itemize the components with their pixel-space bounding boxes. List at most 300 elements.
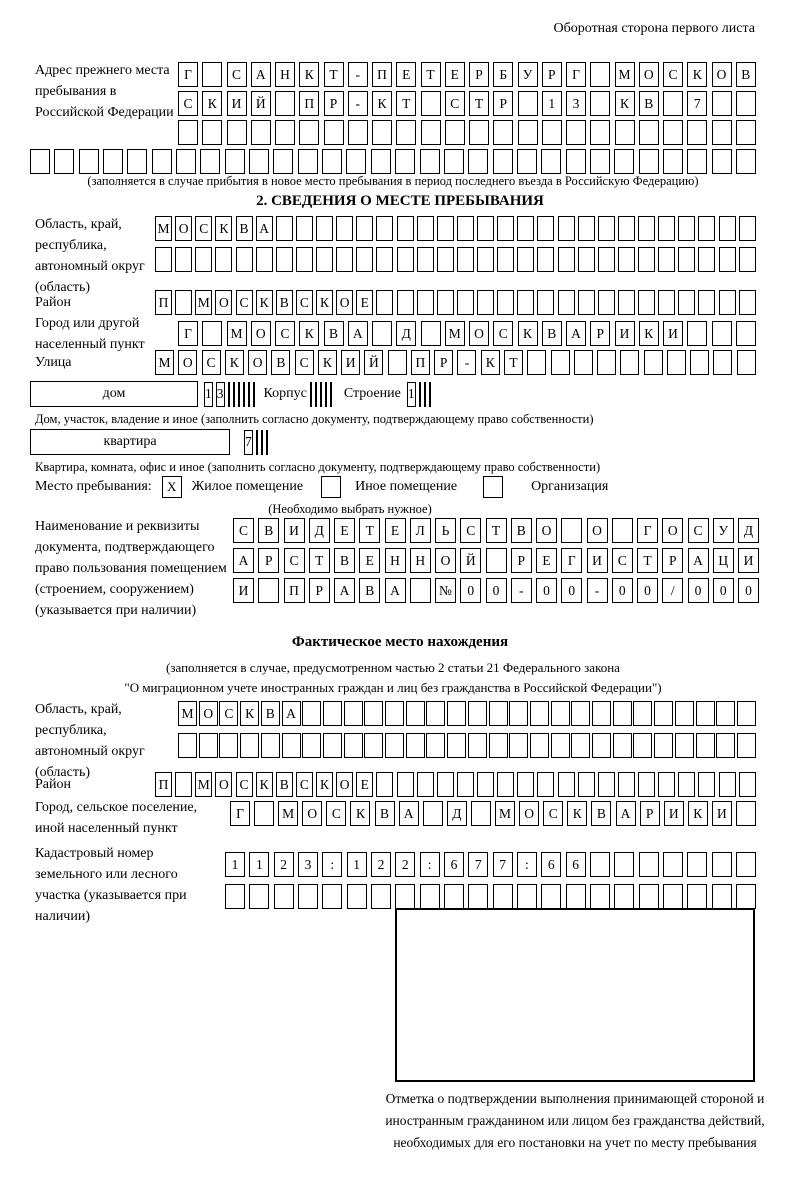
char-cell[interactable]: А: [385, 578, 406, 603]
char-cell[interactable]: [663, 120, 683, 145]
char-cell[interactable]: М: [227, 321, 247, 346]
char-cell[interactable]: [199, 733, 218, 758]
char-cell[interactable]: [654, 733, 673, 758]
char-cell[interactable]: [30, 149, 50, 174]
char-cell[interactable]: 6: [444, 852, 464, 877]
char-cell[interactable]: [298, 884, 318, 909]
char-cell[interactable]: [678, 216, 695, 241]
char-cell[interactable]: [578, 247, 595, 272]
char-cell[interactable]: [530, 733, 549, 758]
checkbox-residential[interactable]: X: [162, 476, 182, 498]
char-cell[interactable]: [437, 772, 454, 797]
char-cell[interactable]: [578, 290, 595, 315]
char-cell[interactable]: [447, 733, 466, 758]
char-cell[interactable]: [658, 290, 675, 315]
char-cell[interactable]: [202, 62, 222, 87]
char-cell[interactable]: 0: [536, 578, 557, 603]
char-cell[interactable]: К: [256, 772, 273, 797]
char-cell[interactable]: [698, 216, 715, 241]
char-cell[interactable]: С: [296, 772, 313, 797]
char-cell[interactable]: [477, 290, 494, 315]
char-cell[interactable]: [736, 801, 756, 826]
char-cell[interactable]: В: [736, 62, 756, 87]
char-cell[interactable]: С: [460, 518, 481, 543]
char-cell[interactable]: М: [178, 701, 197, 726]
char-cell[interactable]: [385, 733, 404, 758]
char-cell[interactable]: [719, 216, 736, 241]
char-cell[interactable]: [558, 290, 575, 315]
char-cell[interactable]: А: [251, 62, 271, 87]
char-cell[interactable]: [696, 701, 715, 726]
char-cell[interactable]: Й: [251, 91, 271, 116]
char-cell[interactable]: У: [713, 518, 734, 543]
char-cell[interactable]: [590, 91, 610, 116]
char-cell[interactable]: [215, 247, 232, 272]
char-cell[interactable]: 1: [347, 852, 367, 877]
char-cell[interactable]: [396, 120, 416, 145]
char-cell[interactable]: [639, 884, 659, 909]
char-cell[interactable]: [178, 733, 197, 758]
char-cell[interactable]: [638, 772, 655, 797]
char-cell[interactable]: И: [615, 321, 635, 346]
char-cell[interactable]: [240, 733, 259, 758]
char-cell[interactable]: Е: [356, 772, 373, 797]
char-cell[interactable]: [336, 216, 353, 241]
char-cell[interactable]: [364, 733, 383, 758]
char-cell[interactable]: И: [227, 91, 247, 116]
char-cell[interactable]: [736, 852, 756, 877]
char-cell[interactable]: [388, 350, 407, 375]
char-cell[interactable]: [395, 149, 415, 174]
char-cell[interactable]: [537, 216, 554, 241]
char-cell[interactable]: [551, 350, 570, 375]
char-cell[interactable]: О: [248, 350, 267, 375]
char-cell[interactable]: [618, 772, 635, 797]
char-cell[interactable]: [633, 733, 652, 758]
char-cell[interactable]: [509, 701, 528, 726]
char-cell[interactable]: [266, 430, 268, 455]
char-cell[interactable]: С: [195, 216, 212, 241]
char-cell[interactable]: О: [215, 290, 232, 315]
char-cell[interactable]: [424, 382, 426, 407]
char-cell[interactable]: С: [275, 321, 295, 346]
char-cell[interactable]: [678, 247, 695, 272]
char-cell[interactable]: [614, 149, 634, 174]
char-cell[interactable]: [249, 884, 269, 909]
char-cell[interactable]: К: [256, 290, 273, 315]
char-cell[interactable]: С: [296, 290, 313, 315]
char-cell[interactable]: :: [322, 852, 342, 877]
char-cell[interactable]: [477, 216, 494, 241]
char-cell[interactable]: [678, 290, 695, 315]
char-cell[interactable]: [336, 247, 353, 272]
char-cell[interactable]: [517, 290, 534, 315]
char-cell[interactable]: [249, 149, 269, 174]
char-cell[interactable]: [618, 247, 635, 272]
char-cell[interactable]: К: [316, 772, 333, 797]
char-cell[interactable]: [417, 290, 434, 315]
checkbox-organization[interactable]: [483, 476, 503, 498]
char-cell[interactable]: Е: [334, 518, 355, 543]
char-cell[interactable]: 1: [225, 852, 245, 877]
char-cell[interactable]: [566, 149, 586, 174]
char-cell[interactable]: С: [326, 801, 346, 826]
char-cell[interactable]: [638, 216, 655, 241]
char-cell[interactable]: С: [227, 62, 247, 87]
char-cell[interactable]: [54, 149, 74, 174]
char-cell[interactable]: [254, 801, 274, 826]
char-cell[interactable]: П: [155, 290, 172, 315]
char-cell[interactable]: Р: [258, 548, 279, 573]
char-cell[interactable]: [175, 247, 192, 272]
char-cell[interactable]: Д: [309, 518, 330, 543]
char-cell[interactable]: [426, 733, 445, 758]
char-cell[interactable]: 7: [687, 91, 707, 116]
char-cell[interactable]: К: [350, 801, 370, 826]
char-cell[interactable]: [397, 216, 414, 241]
char-cell[interactable]: [713, 350, 732, 375]
char-cell[interactable]: [423, 801, 443, 826]
char-cell[interactable]: [719, 247, 736, 272]
char-cell[interactable]: [457, 290, 474, 315]
char-cell[interactable]: И: [341, 350, 360, 375]
char-cell[interactable]: [615, 120, 635, 145]
char-cell[interactable]: [471, 801, 491, 826]
char-cell[interactable]: [322, 149, 342, 174]
char-cell[interactable]: С: [543, 801, 563, 826]
char-cell[interactable]: С: [612, 548, 633, 573]
char-cell[interactable]: 0: [460, 578, 481, 603]
char-cell[interactable]: В: [258, 518, 279, 543]
char-cell[interactable]: [175, 772, 192, 797]
char-cell[interactable]: [344, 701, 363, 726]
char-cell[interactable]: 1: [407, 382, 416, 407]
char-cell[interactable]: [658, 247, 675, 272]
char-cell[interactable]: Р: [493, 91, 513, 116]
char-cell[interactable]: [282, 733, 301, 758]
char-cell[interactable]: [687, 321, 707, 346]
char-cell[interactable]: 1: [249, 852, 269, 877]
char-cell[interactable]: [663, 91, 683, 116]
char-cell[interactable]: [356, 216, 373, 241]
char-cell[interactable]: Т: [469, 91, 489, 116]
char-cell[interactable]: [598, 290, 615, 315]
char-cell[interactable]: [233, 382, 235, 407]
char-cell[interactable]: В: [276, 290, 293, 315]
char-cell[interactable]: [417, 772, 434, 797]
char-cell[interactable]: [258, 578, 279, 603]
char-cell[interactable]: 0: [713, 578, 734, 603]
char-cell[interactable]: С: [445, 91, 465, 116]
char-cell[interactable]: И: [663, 321, 683, 346]
char-cell[interactable]: Л: [410, 518, 431, 543]
char-cell[interactable]: В: [359, 578, 380, 603]
char-cell[interactable]: [592, 701, 611, 726]
char-cell[interactable]: 6: [566, 852, 586, 877]
char-cell[interactable]: С: [284, 548, 305, 573]
char-cell[interactable]: [477, 247, 494, 272]
char-cell[interactable]: Д: [447, 801, 467, 826]
char-cell[interactable]: [320, 382, 322, 407]
char-cell[interactable]: К: [215, 216, 232, 241]
char-cell[interactable]: [468, 884, 488, 909]
char-cell[interactable]: [420, 149, 440, 174]
char-cell[interactable]: [590, 149, 610, 174]
char-cell[interactable]: [497, 247, 514, 272]
char-cell[interactable]: [348, 120, 368, 145]
char-cell[interactable]: [219, 733, 238, 758]
char-cell[interactable]: В: [334, 548, 355, 573]
char-cell[interactable]: [225, 149, 245, 174]
char-cell[interactable]: Г: [637, 518, 658, 543]
char-cell[interactable]: [517, 149, 537, 174]
char-cell[interactable]: :: [517, 852, 537, 877]
char-cell[interactable]: [323, 733, 342, 758]
char-cell[interactable]: [127, 149, 147, 174]
char-cell[interactable]: [276, 247, 293, 272]
char-cell[interactable]: [406, 733, 425, 758]
char-cell[interactable]: [486, 548, 507, 573]
char-cell[interactable]: [675, 701, 694, 726]
char-cell[interactable]: Е: [356, 290, 373, 315]
char-cell[interactable]: [176, 149, 196, 174]
char-cell[interactable]: К: [481, 350, 500, 375]
char-cell[interactable]: [518, 120, 538, 145]
char-cell[interactable]: [253, 382, 255, 407]
char-cell[interactable]: 0: [486, 578, 507, 603]
char-cell[interactable]: [195, 247, 212, 272]
checkbox-other-premises[interactable]: [321, 476, 341, 498]
char-cell[interactable]: Р: [324, 91, 344, 116]
char-cell[interactable]: [437, 247, 454, 272]
char-cell[interactable]: [371, 884, 391, 909]
char-cell[interactable]: [457, 247, 474, 272]
char-cell[interactable]: [376, 772, 393, 797]
char-cell[interactable]: В: [591, 801, 611, 826]
char-cell[interactable]: [417, 216, 434, 241]
char-cell[interactable]: [346, 149, 366, 174]
char-cell[interactable]: [687, 120, 707, 145]
char-cell[interactable]: [678, 772, 695, 797]
char-cell[interactable]: Г: [230, 801, 250, 826]
char-cell[interactable]: В: [236, 216, 253, 241]
char-cell[interactable]: [517, 884, 537, 909]
char-cell[interactable]: [322, 884, 342, 909]
char-cell[interactable]: [275, 120, 295, 145]
char-cell[interactable]: [421, 91, 441, 116]
char-cell[interactable]: [739, 290, 756, 315]
char-cell[interactable]: О: [587, 518, 608, 543]
char-cell[interactable]: А: [282, 701, 301, 726]
char-cell[interactable]: [598, 247, 615, 272]
char-cell[interactable]: И: [664, 801, 684, 826]
char-cell[interactable]: [324, 120, 344, 145]
char-cell[interactable]: М: [155, 350, 174, 375]
char-cell[interactable]: [437, 216, 454, 241]
char-cell[interactable]: С: [178, 91, 198, 116]
char-cell[interactable]: [541, 149, 561, 174]
char-cell[interactable]: 1: [204, 382, 213, 407]
char-cell[interactable]: У: [518, 62, 538, 87]
char-cell[interactable]: О: [662, 518, 683, 543]
char-cell[interactable]: Т: [359, 518, 380, 543]
char-cell[interactable]: [489, 733, 508, 758]
char-cell[interactable]: 0: [637, 578, 658, 603]
char-cell[interactable]: К: [615, 91, 635, 116]
char-cell[interactable]: С: [688, 518, 709, 543]
char-cell[interactable]: [243, 382, 245, 407]
char-cell[interactable]: [736, 120, 756, 145]
char-cell[interactable]: [614, 852, 634, 877]
char-cell[interactable]: [590, 884, 610, 909]
char-cell[interactable]: [323, 701, 342, 726]
char-cell[interactable]: П: [155, 772, 172, 797]
char-cell[interactable]: Е: [385, 518, 406, 543]
char-cell[interactable]: [571, 733, 590, 758]
char-cell[interactable]: Г: [561, 548, 582, 573]
char-cell[interactable]: [736, 321, 756, 346]
char-cell[interactable]: [566, 120, 586, 145]
char-cell[interactable]: -: [348, 62, 368, 87]
char-cell[interactable]: А: [566, 321, 586, 346]
char-cell[interactable]: [739, 772, 756, 797]
char-cell[interactable]: Г: [566, 62, 586, 87]
char-cell[interactable]: [736, 149, 756, 174]
char-cell[interactable]: [236, 247, 253, 272]
char-cell[interactable]: В: [276, 772, 293, 797]
char-cell[interactable]: [225, 884, 245, 909]
char-cell[interactable]: О: [435, 548, 456, 573]
char-cell[interactable]: М: [155, 216, 172, 241]
char-cell[interactable]: [457, 772, 474, 797]
char-cell[interactable]: [421, 120, 441, 145]
char-cell[interactable]: [574, 350, 593, 375]
char-cell[interactable]: [406, 701, 425, 726]
char-cell[interactable]: [578, 772, 595, 797]
char-cell[interactable]: П: [299, 91, 319, 116]
char-cell[interactable]: -: [587, 578, 608, 603]
char-cell[interactable]: [227, 120, 247, 145]
char-cell[interactable]: С: [493, 321, 513, 346]
char-cell[interactable]: М: [495, 801, 515, 826]
char-cell[interactable]: [421, 321, 441, 346]
char-cell[interactable]: [712, 884, 732, 909]
char-cell[interactable]: [558, 772, 575, 797]
char-cell[interactable]: [468, 733, 487, 758]
char-cell[interactable]: [696, 733, 715, 758]
char-cell[interactable]: [639, 149, 659, 174]
char-cell[interactable]: О: [215, 772, 232, 797]
char-cell[interactable]: 0: [612, 578, 633, 603]
char-cell[interactable]: Т: [504, 350, 523, 375]
char-cell[interactable]: [152, 149, 172, 174]
char-cell[interactable]: [598, 772, 615, 797]
char-cell[interactable]: 2: [371, 852, 391, 877]
char-cell[interactable]: С: [236, 290, 253, 315]
char-cell[interactable]: Т: [396, 91, 416, 116]
char-cell[interactable]: Д: [738, 518, 759, 543]
char-cell[interactable]: [698, 247, 715, 272]
char-cell[interactable]: [296, 247, 313, 272]
char-cell[interactable]: [274, 884, 294, 909]
char-cell[interactable]: [238, 382, 240, 407]
char-cell[interactable]: [687, 852, 707, 877]
char-cell[interactable]: 0: [738, 578, 759, 603]
char-cell[interactable]: 3: [298, 852, 318, 877]
char-cell[interactable]: №: [435, 578, 456, 603]
char-cell[interactable]: А: [348, 321, 368, 346]
char-cell[interactable]: [426, 701, 445, 726]
char-cell[interactable]: В: [261, 701, 280, 726]
char-cell[interactable]: [566, 884, 586, 909]
char-cell[interactable]: М: [445, 321, 465, 346]
char-cell[interactable]: [698, 772, 715, 797]
char-cell[interactable]: С: [663, 62, 683, 87]
char-cell[interactable]: [261, 733, 280, 758]
char-cell[interactable]: А: [334, 578, 355, 603]
char-cell[interactable]: К: [202, 91, 222, 116]
char-cell[interactable]: М: [278, 801, 298, 826]
char-cell[interactable]: П: [411, 350, 430, 375]
char-cell[interactable]: [497, 772, 514, 797]
char-cell[interactable]: [537, 772, 554, 797]
char-cell[interactable]: Р: [640, 801, 660, 826]
char-cell[interactable]: [175, 290, 192, 315]
char-cell[interactable]: О: [175, 216, 192, 241]
char-cell[interactable]: [468, 701, 487, 726]
char-cell[interactable]: [372, 321, 392, 346]
char-cell[interactable]: [658, 772, 675, 797]
char-cell[interactable]: К: [299, 321, 319, 346]
char-cell[interactable]: Е: [536, 548, 557, 573]
char-cell[interactable]: [457, 216, 474, 241]
char-cell[interactable]: [517, 772, 534, 797]
char-cell[interactable]: [310, 382, 312, 407]
char-cell[interactable]: Т: [324, 62, 344, 87]
char-cell[interactable]: К: [299, 62, 319, 87]
char-cell[interactable]: Т: [486, 518, 507, 543]
char-cell[interactable]: [712, 120, 732, 145]
char-cell[interactable]: П: [284, 578, 305, 603]
char-cell[interactable]: П: [372, 62, 392, 87]
char-cell[interactable]: [597, 350, 616, 375]
char-cell[interactable]: Р: [542, 62, 562, 87]
char-cell[interactable]: [429, 382, 431, 407]
char-cell[interactable]: Р: [662, 548, 683, 573]
char-cell[interactable]: В: [542, 321, 562, 346]
char-cell[interactable]: [376, 247, 393, 272]
char-cell[interactable]: [447, 701, 466, 726]
char-cell[interactable]: [251, 120, 271, 145]
char-cell[interactable]: [330, 382, 332, 407]
char-cell[interactable]: -: [511, 578, 532, 603]
char-cell[interactable]: [716, 701, 735, 726]
char-cell[interactable]: [658, 216, 675, 241]
char-cell[interactable]: [739, 247, 756, 272]
char-cell[interactable]: А: [233, 548, 254, 573]
char-cell[interactable]: [571, 701, 590, 726]
char-cell[interactable]: К: [639, 321, 659, 346]
char-cell[interactable]: [639, 120, 659, 145]
char-cell[interactable]: [663, 852, 683, 877]
char-cell[interactable]: [256, 430, 258, 455]
char-cell[interactable]: [397, 772, 414, 797]
char-cell[interactable]: И: [587, 548, 608, 573]
char-cell[interactable]: Р: [590, 321, 610, 346]
char-cell[interactable]: [385, 701, 404, 726]
char-cell[interactable]: [644, 350, 663, 375]
char-cell[interactable]: Р: [511, 548, 532, 573]
